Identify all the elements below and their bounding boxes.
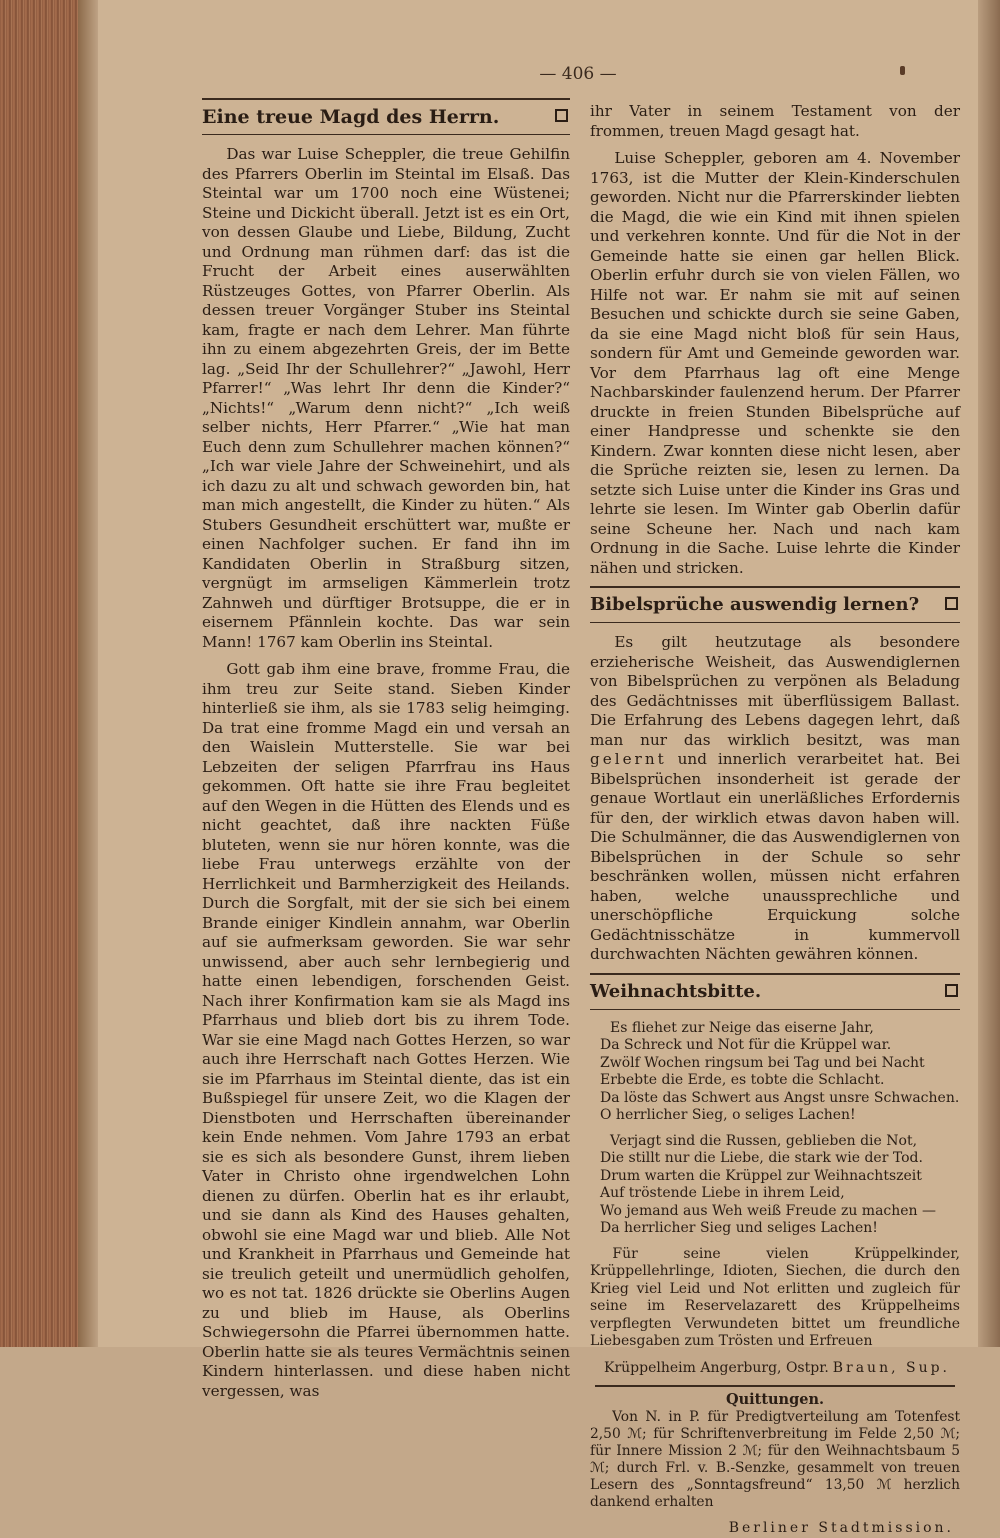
article-paragraph	[590, 633, 960, 965]
receipts-title: Quittungen.	[590, 1391, 960, 1409]
poem-line: Auf tröstende Liebe in ihrem Leid,	[600, 1185, 960, 1203]
poem-line: Wo jemand aus Weh weiß Freude zu machen —	[600, 1203, 960, 1221]
poem-line: Da herrlicher Sieg und seliges Lachen!	[600, 1220, 960, 1238]
article-title: Bibelsprüche auswendig lernen?	[590, 594, 919, 615]
appeal-text: Für seine vielen Krüppelkinder, Krüppellehrlinge, Idioten, Siechen, die durch den Krieg viel Leid und Not erlitten und zugleich für seine im Reservelazarett des Krüppelheims verpflegten Verwundeten bittet um freundliche Liebesgaben zum Trösten und Erfreuen	[590, 1246, 960, 1351]
emphasized-word: gelernt	[590, 750, 667, 768]
poem	[590, 1020, 960, 1238]
poem-line: Verjagt sind die Russen, geblieben die Not,	[600, 1133, 960, 1151]
article-heading	[590, 586, 960, 623]
poem-line: Es fliehet zur Neige das eiserne Jahr,	[600, 1020, 960, 1038]
article-paragraph: Luise Scheppler, geboren am 4. November 1763, ist die Mutter der Klein-Kinderschulen geworden. Nicht nur die Pfarrerskinder liebten die Magd, die wie ein Kind mit ihnen spielen und verkehren konnte. Und für die Not in der Gemeinde hatte sie einen gar hellen Blick. Oberlin erfuhr durch sie von vielen Fällen, wo Hilfe not war. Er nahm sie mit auf seinen Besuchen und schickte durch sie seine Gaben, da sie eine Magd nicht bloß für sein Haus, sondern für Amt und Gemeinde geworden war. Vor dem Pfarrhaus lag oft eine Menge Nachbarskinder faulenzend herum. Der Pfarrer druckte in freien Stunden Bibelsprüche auf einer Handpresse und schenkte sie den Kindern. Zwar konnten diese nicht lesen, aber die Sprüche reizten sie, lesen zu lernen. Da setzte sich Luise unter die Kinder ins Gras und lehrte sie lesen. Im Winter gab Oberlin dafür seine Scheune her. Nach und nach kam Ordnung in die Sache. Luise lehrte die Kinder nähen und stricken.	[590, 149, 960, 578]
signature-place: Krüppelheim Angerburg, Ostpr.	[604, 1359, 829, 1377]
article-title: Weihnachtsbitte.	[590, 981, 761, 1002]
article-heading	[590, 973, 960, 1010]
section-divider	[595, 1385, 955, 1387]
poem-line: Zwölf Wochen ringsum bei Tag und bei Nacht	[600, 1055, 960, 1073]
right-page-edge	[978, 0, 1000, 1347]
poem-line: Drum warten die Krüppel zur Weihnachtszeit	[600, 1168, 960, 1186]
receipts-text: Von N. in P. für Predigtverteilung am Totenfest 2,50 ℳ; für Schriftenverbreitung im Felde 2,50 ℳ; für Innere Mission 2 ℳ; für den Weihnachtsbaum 5 ℳ; durch Frl. v. B.-Senzke, gesammelt von treuen Lesern des „Sonntagsfreund“ 13,50 ℳ herzlich dankend erhalten	[590, 1409, 960, 1511]
page-number: — 406 —	[528, 64, 628, 84]
signature-name: Braun, Sup.	[833, 1359, 950, 1377]
receipts-signature: Berliner Stadtmission.	[590, 1519, 960, 1538]
article-title: Eine treue Magd des Herrn.	[202, 106, 499, 128]
article-paragraph: Gott gab ihm eine brave, fromme Frau, die ihm treu zur Seite stand. Sieben Kinder hinterließ sie ihm, als sie 1783 selig heimging. Da trat eine fromme Magd ein und versah an den Waislein Mutterstelle. Sie war bei Lebzeiten der seligen Pfarrfrau ins Haus gekommen. Oft hatte sie ihre Frau begleitet auf den Wegen in die Hütten des Elends und es nicht geachtet, daß ihre nackten Füße bluteten, wenn sie nur hören konnte, was die liebe Frau unterwegs erzählte von der Herrlichkeit und Barmherzigkeit des Heilands. Durch die Sorgfalt, mit der sie sich bei einem Brande einiger Kindlein annahm, war Oberlin auf sie aufmerksam geworden. Sie war sehr unwissend, aber auch sehr lernbegierig und hatte einen lebendigen, forschenden Geist. Nach ihrer Konfirmation kam sie als Magd ins Pfarrhaus und blieb dort bis zu ihrem Tode. War sie eine Magd nach Gottes Herzen, so war auch ihre Herrschaft nach Gottes Herzen. Wie sie im Pfarrhaus im Steintal diente, das ist ein Bußspiegel für unsere Zeit, wo die Klagen der Dienstboten und Herrschaften übereinander kein Ende nehmen. Vom Jahre 1793 an erbat sie es sich als besondere Gunst, ihrem lieben Vater in Christo ohne irgendwelchen Lohn dienen zu dürfen. Oberlin hat es ihr erlaubt, und sie dann als Kind des Hauses gehalten, obwohl sie eine Magd war und blieb. Alle Not und Krankheit in Pfarrhaus und Gemeinde hat sie treulich geteilt und unermüdlich geholfen, wo es not tat. 1826 drückte sie Oberlins Augen zu und blieb im Hause, als Oberlins Schwiegersohn die Pfarrei übernommen hatte. Oberlin hatte sie als teures Vermächtnis seinen Kindern hinterlassen. und diese haben nicht vergessen, was	[202, 660, 570, 1401]
right-column	[590, 102, 960, 1538]
poem-line: Da löste das Schwert aus Angst unsre Schwachen.	[600, 1090, 960, 1108]
book-page-edges	[0, 0, 78, 1347]
gutter-shadow	[78, 0, 100, 1347]
poem-line: Erbebte die Erde, es tobte die Schlacht.	[600, 1072, 960, 1090]
poem-line: Die stillt nur die Liebe, die stark wie der Tod.	[600, 1150, 960, 1168]
square-marker-icon	[555, 109, 568, 122]
article-heading	[202, 98, 570, 135]
signature-line	[590, 1359, 960, 1377]
text-run: und innerlich verarbeitet hat. Bei Bibelsprüchen insonderheit ist gerade der genaue Wortlaut ein unerläßliches Erfordernis für den, der wirklich etwas davon haben will. Die Schulmänner, die das Auswendiglernen von Bibelsprüchen in der Schule so sehr beschränken wollen, müssen nicht erfahren haben, welche unaussprechliche und unerschöpfliche Erquickung solche Gedächtnisschätze in kummervoll durchwachten Nächten gewähren können.	[590, 750, 960, 963]
poem-line: Da Schreck und Not für die Krüppel war.	[600, 1037, 960, 1055]
poem-line: O herrlicher Sieg, o seliges Lachen!	[600, 1107, 960, 1125]
article-paragraph: Das war Luise Scheppler, die treue Gehilfin des Pfarrers Oberlin im Steintal im Elsaß. Das Steintal war um 1700 noch eine Wüstenei; Steine und Dickicht überall. Jetzt ist es ein Ort, von dessen Glaube und Liebe, Bildung, Zucht und Ordnung man rühmen darf: das ist die Frucht der Arbeit eines auserwählten Rüstzeuges Gottes, von Pfarrer Oberlin. Als dessen treuer Vorgänger Stuber ins Steintal kam, fragte er nach dem Lehrer. Man führte ihn zu einem abgezehrten Greis, der im Bette lag. „Seid Ihr der Schullehrer?“ „Jawohl, Herr Pfarrer!“ „Was lehrt Ihr denn die Kinder?“ „Nichts!“ „Warum denn nicht?“ „Ich weiß selber nichts, Herr Pfarrer.“ „Wie hat man Euch denn zum Schullehrer machen können?“ „Ich war viele Jahre der Schweinehirt, und als ich dazu zu alt und schwach geworden bin, hat man mich angestellt, die Kinder zu hüten.“ Als Stubers Gesundheit erschüttert war, mußte er einen Nachfolger suchen. Er fand ihn im Kandidaten Oberlin in Straßburg sitzen, vergnügt im armseligen Kämmerlein trotz Zahnweh und dürftiger Brotsuppe, die er in eisernem Pfännlein kochte. Das war sein Mann! 1767 kam Oberlin ins Steintal.	[202, 145, 570, 652]
poem-stanza	[600, 1133, 960, 1238]
text-run: Es gilt heutzutage als besondere erzieherische Weisheit, das Auswendiglernen von Bibelsprüchen zu verpönen als Beladung des Gedächtnisses mit überflüssigem Ballast. Die Erfahrung des Lebens dagegen lehrt, daß man nur das wirklich besitzt, was man	[590, 633, 960, 749]
ink-mark	[900, 66, 905, 75]
article-paragraph-continued: ihr Vater in seinem Testament von der frommen, treuen Magd gesagt hat.	[590, 102, 960, 141]
left-column	[202, 98, 570, 1409]
square-marker-icon	[945, 984, 958, 997]
poem-stanza	[600, 1020, 960, 1125]
square-marker-icon	[945, 597, 958, 610]
